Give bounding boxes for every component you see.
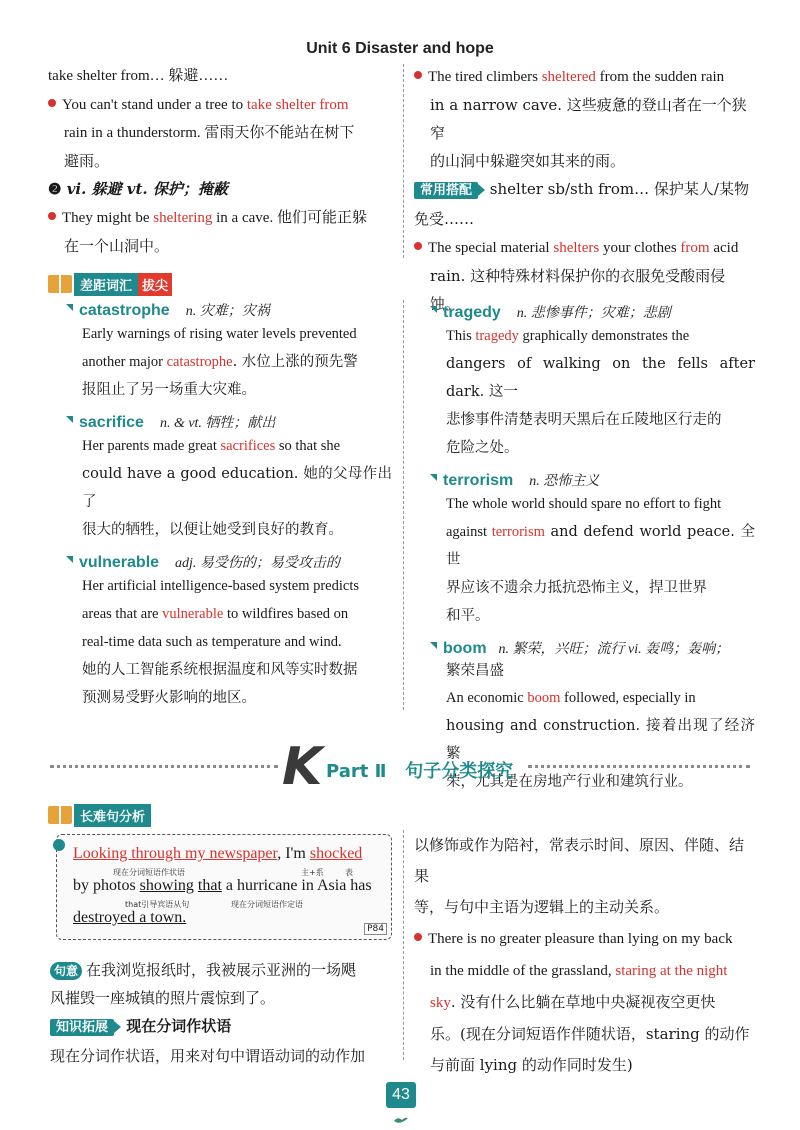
bird-icon xyxy=(393,1110,409,1120)
translation-tag: 句意 xyxy=(50,962,82,980)
corner-mark-icon xyxy=(66,304,73,311)
sense-2: ❷ vi. 躲避 vt. 保护；掩蔽 xyxy=(48,180,228,198)
knowledge-tag: 知识拓展 xyxy=(50,1019,114,1036)
bullet-icon xyxy=(48,212,56,220)
long-sentence-header: 长难句分析 xyxy=(48,803,151,827)
word-tragedy: tragedy n. 悲惨事件；灾难；悲剧 This tragedy graphically demonstrates the dangers of walking on the fells after dark. 这一 悲惨事件清楚表明天黑后在丘陵地区行走的 危险之处。 xyxy=(430,302,755,462)
part-divider-right xyxy=(528,765,750,771)
word-sacrifice: sacrifice n. & vt. 牺牲；献出 Her parents made great sacrifices so that she could have a good education. 她的父母作出了 很大的牺牲，以便让她受到良好的教育。 xyxy=(66,412,392,544)
page-header-title: Unit 6 Disaster and hope xyxy=(306,40,494,57)
page-reference: P84 xyxy=(364,923,387,935)
example-2-cont: 在一个山洞中。 xyxy=(64,237,170,255)
sentence-line-1: Looking through my newspaper, I'm shocked xyxy=(73,845,363,862)
corner-mark-icon xyxy=(66,556,73,563)
sentence-box: Looking through my newspaper, I'm shocked 现在分词短语作状语 主+系 表 by photos showing that a hurricane in Asia has that引导宾语从句 现在分词短语作定语 destroyed a town. P84 xyxy=(56,834,392,940)
example-1-cont: rain in a thunderstorm. 雷雨天你不能站在树下 xyxy=(64,125,355,141)
corner-mark-icon xyxy=(430,474,437,481)
top-left-column xyxy=(48,62,392,260)
corner-mark-icon xyxy=(66,416,73,423)
example-2: They might be sheltering in a cave. 他们可能正躲 xyxy=(48,203,392,232)
phrase-line: take shelter from… 躲避…… xyxy=(48,68,229,84)
page-number: 43 xyxy=(386,1082,416,1108)
collocation: 常用搭配 shelter sb/sth from… 保护某人/某物 xyxy=(414,175,754,205)
collocation-cont: 免受…… xyxy=(414,210,475,228)
collocation-tag: 常用搭配 xyxy=(414,182,478,199)
sentence-line-2: by photos showing that a hurricane in Asia has xyxy=(73,877,372,894)
bullet-icon xyxy=(414,242,422,250)
word-boom: boom n. 繁荣，兴旺；流行 vi. 轰鸣；轰响； 繁荣昌盛 An economic boom followed, especially in housing and construction. 接着出现了经济繁 荣，尤其是在房地产行业和建筑行业。 xyxy=(430,638,755,796)
translation-block: 句意 在我浏览报纸时，我被展示亚洲的一场飓 风摧毁一座城镇的照片震惊到了。 知识拓展 现在分词作状语 现在分词作状语，用来对句中谓语动词的动作加 xyxy=(50,961,366,1065)
arrow-icon xyxy=(478,184,485,196)
column-divider xyxy=(403,300,404,710)
example-1-cont2: 避雨。 xyxy=(64,152,110,170)
vocab-section-header: 差距词汇 拔尖 xyxy=(48,272,172,296)
example-r1-cont2: 的山洞中躲避突如其来的雨。 xyxy=(430,152,626,170)
book-icon xyxy=(48,275,72,293)
top-right-column xyxy=(414,62,754,318)
part-letter-logo: K xyxy=(282,737,323,797)
column-divider xyxy=(403,64,404,258)
word-vulnerable: vulnerable adj. 易受伤的；易受攻击的 Her artificial intelligence-based system predicts areas that are vulnerable to wildfires based on real-time data such as temperature and wind. 她的人工智能系统根据温度和风等实时数据 预测易受野火影响的地区。 xyxy=(66,552,392,712)
dot-icon xyxy=(53,839,65,851)
words-left-column xyxy=(66,300,392,712)
bullet-icon xyxy=(48,99,56,107)
corner-mark-icon xyxy=(430,306,437,313)
example-r2-cont: rain. 这种特殊材料保护你的衣服免受酸雨侵蚀。 xyxy=(430,267,726,313)
arrow-icon xyxy=(114,1021,121,1033)
sentence-line-3: destroyed a town. xyxy=(73,909,187,926)
example-r2: The special material shelters your clothes from acid xyxy=(414,233,754,262)
words-right-column xyxy=(430,302,755,796)
word-catastrophe: catastrophe n. 灾难；灾祸 Early warnings of rising water levels prevented another major catastrophe. 水位上涨的预先警 报阻止了另一场重大灾难。 xyxy=(66,300,392,404)
example-r1: The tired climbers sheltered from the sudden rain xyxy=(414,62,754,91)
example-r1-cont: in a narrow cave. 这些疲惫的登山者在一个狭窄 xyxy=(430,96,747,142)
column-divider xyxy=(403,830,404,1060)
right-bottom-column: 以修饰或作为陪衬，常表示时间、原因、伴随、结果 等，与句中主语为逻辑上的主动关系。 There is no greater pleasure than lying on my back in the middle of the grassland, staring at the night sky. 没有什么比躺在草地中央凝视夜空更快 乐。(现在分词短语作伴随状语，staring 的动作 与前面 lying 的动作同时发生) xyxy=(414,836,750,1074)
part-divider-left xyxy=(50,765,278,771)
bullet-icon xyxy=(414,933,422,941)
part-title: Part Ⅱ 句子分类探究 xyxy=(326,761,514,782)
corner-mark-icon xyxy=(430,642,437,649)
bullet-icon xyxy=(414,71,422,79)
book-icon xyxy=(48,806,72,824)
word-terrorism: terrorism n. 恐怖主义 The whole world should spare no effort to fight against terrorism and defend world peace. 全世 界应该不遗余力抵抗恐怖主义，捍卫世界 和平。 xyxy=(430,470,755,630)
example-1: You can't stand under a tree to take shelter from xyxy=(48,90,392,119)
